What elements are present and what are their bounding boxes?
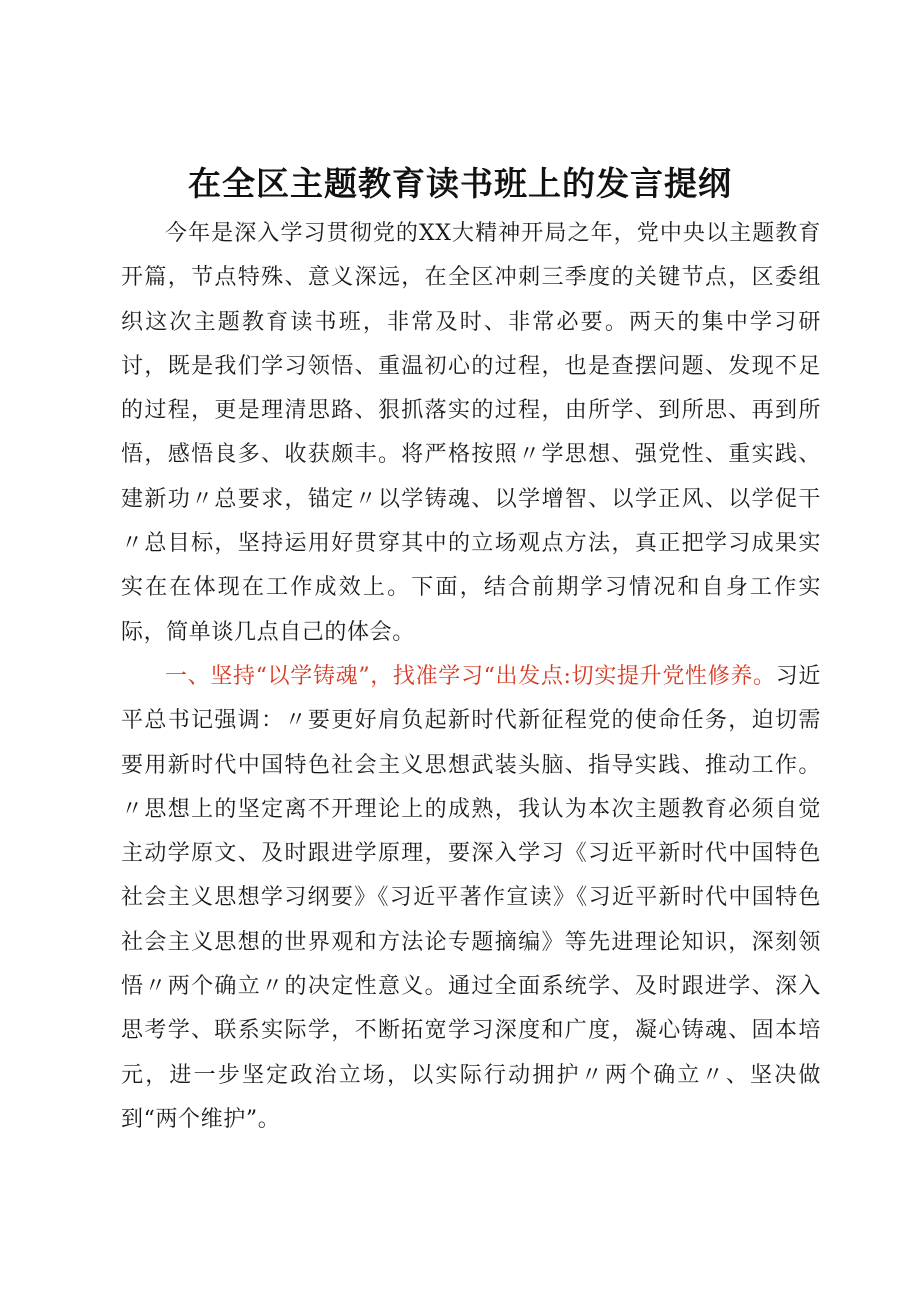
intro-paragraph-text: 今年是深入学习贯彻党的XX大精神开局之年，党中央以主题教育开篇，节点特殊、意义深远，在全区冲刺三季度的关键节点，区委组织这次主题教育读书班，非常及时、非常必要。两天的集中学习研讨，既是我们学习领悟、重温初心的过程，也是查摆问题、发现不足的过程，更是理清思路、狠抓落实的过程，由所学、到所思、再到所悟，感悟良多、收获颇丰。将严格按照〃学思想、强党性、重实践、建新功〃总要求，锚定〃以学铸魂、以学增智、以学正风、以学促干〃总目标，坚持运用好贯穿其中的立场观点方法，真正把学习成果实实在在体现在工作成效上。下面，结合前期学习情况和自身工作实际，简单谈几点自己的体会。 bbox=[121, 221, 821, 645]
section-one-text: 习近平总书记强调：〃要更好肩负起新时代新征程党的使命任务，迫切需要用新时代中国特色社会主义思想武装头脑、指导实践、推动工作。〃思想上的坚定离不开理论上的成熟，我认为本次主题教育必须自觉主动学原文、及时跟进学原理，要深入学习《习近平新时代中国特色社会主义思想学习纲要》《习近平著作宣读》《习近平新时代中国特色社会主义思想的世界观和方法论专题摘编》等先进理论知识，深刻领悟〃两个确立〃的决定性意义。通过全面系统学、及时跟进学、深入思考学、联系实际学，不断拓宽学习深度和广度，凝心铸魂、固本培元，进一步坚定政治立场，以实际行动拥护〃两个确立〃、坚决做到“两个维护”。 bbox=[121, 663, 821, 1132]
section-one-heading: 一、坚持“以学铸魂”，找准学习“出发点:切实提升党性修养。 bbox=[165, 663, 776, 689]
document-title: 在全区主题教育读书班上的发言提纲 bbox=[188, 164, 732, 203]
section-one-paragraph bbox=[121, 655, 821, 1142]
intro-paragraph bbox=[121, 212, 821, 655]
document-body bbox=[121, 212, 821, 1142]
